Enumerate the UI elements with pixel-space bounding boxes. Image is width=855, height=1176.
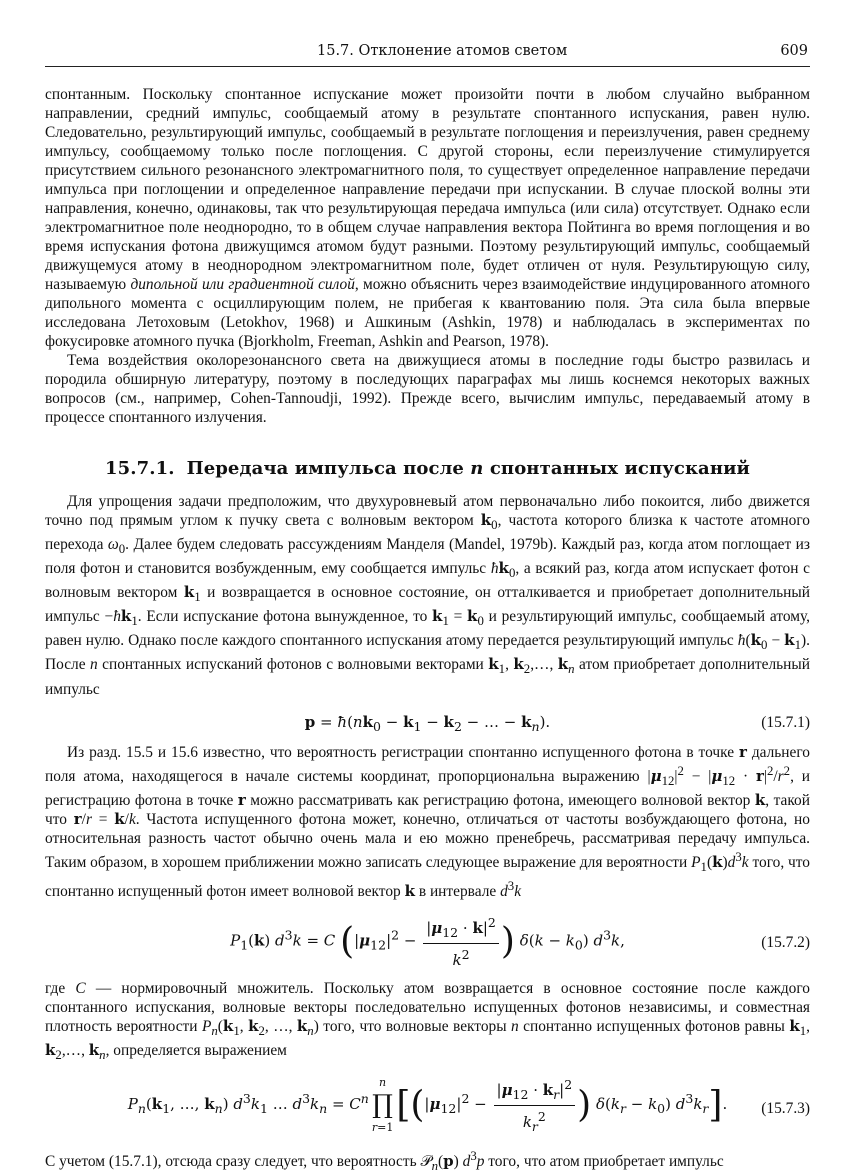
equation-15-7-2 [45,909,810,971]
paragraph-3: Для упрощения задачи предположим, что двухуровневый атом первоначально либо покоится, либо движется точно под прямым углом к пучку света с волновым вектором $k_0$, частота которого близка к частоте атомного перехода $\omega_0$. Далее будем следовать рассуждениям Манделя (Mandel, 1979b). Каждый раз, когда атом поглощает из поля фотон и становится возбужденным, ему сообщается импульс $ħk_0$, а всякий раз, когда атом испускает фотон с волновым вектором $k_1$ и возвращается в основное состояние, он отталкивается и приобретает дополнительный импульс $-ħk_1$. Если испускание фотона вынужденное, то $k_1 = k_0$ и результирующий импульс, сообщаемый атому, равен нулю. Однако после каждого спонтанного испускания атому передается результирующий импульс $ħ(k_0 - k_1)$. После n спонтанных испусканий фотонов с волновыми векторами $k_1$, $k_2,\dots$, $k_n$ атом приобретает дополнительный импульс [45,493,810,698]
equation-body: $P_1(k) d^3k = C$ ($|\mu_{12}|^2$ − $\frac{|\mu_{12} \cdot k|^2}{k^2}$ ) $\delta(k - k_0)$ $d^3k$, [230,915,625,970]
equation-body: $P_n(k_1$, …, $k_n$) $d^3k_1$ … $d^3k_n = C^nn$ ∏ $r=1[(|\mu_{12}|^2$ − $\frac{|\mu_{12} \cdot k_r|^2}{k_r^2}$ ) $\delta(k_r - k_0)$ $d^3k_r$]. [127,1076,728,1135]
paragraph-4: Из разд. 15.5 и 15.6 известно, что вероятность регистрации спонтанно испущенного фотона в точке r дальнего поля атома, находящегося в начале системы координат, пропорциональна выражению $|\mu_{12}|^2 - |\mu_{12} \cdot r|^2/r^2$, и регистрацию фотона в точке r можно рассматривать как регистрацию фотона, имеющего волновой вектор k, такой что r/r = k/k. Частота испущенного фотона может, конечно, отличаться от частоты возбуждающего фотона, но относительная разность частот обычно очень мала и ею можно пренебречь, рассматривая передачу импульса. Таким образом, в хорошем приближении можно записать следующее выражение для вероятности $P_1(k)d^3k$ того, что спонтанно испущенный фотон имеет волновой вектор k в интервале $d^3k$ [45,742,811,901]
equation-number: (15.7.2) [761,934,810,952]
page-body [45,85,810,1176]
paragraph-6: С учетом (15.7.1), отсюда сразу следует, что вероятность 𝒫$_n$(p) $d^3p$ того, что атом приобретает импульс [45,1149,724,1174]
equation-body: $p = ħ(nk_0 - k_1 - k_2$ − … − $k_n$). [304,712,551,734]
section-heading: 15.7.1. Передача импульса после n спонтанных испусканий [104,458,750,479]
italic-term: дипольной или градиентной силой [130,276,355,293]
paragraph-2: Тема воздействия околорезонансного света на движущиеся атомы в последние годы быстро развилась и породила обширную литературу, поэтому в последующих параграфах мы лишь коснемся некоторых важных вопросов (см., например, Cohen-Tannoudji, 1992). Прежде всего, вычислим импульс, передаваемый атому в процессе спонтанного излучения. [45,352,810,426]
equation-15-7-3 [45,1071,810,1141]
equation-number: (15.7.1) [761,713,810,731]
paragraph-1: спонтанным. Поскольку спонтанное испускание может произойти почти в любом случайно выбранном направлении, средний импульс, сообщаемый атому в результате спонтанного испускания, равен нулю. Следовательно, результирующий импульс, сообщаемый в результате поглощения и переизлучения, равен среднему импульсу, сообщаемому только после поглощения. С другой стороны, если переизлучение стимулируется присутствием сильного резонансного электромагнитного поля, то существует определенное направление передачи импульса при поглощении и определенное направление передачи при испускании. В случае плоской волны эти направления, конечно, одинаковы, так что результирующая передача импульса (или сила) отсутствует. Однако если электромагнитное поле неоднородно, то в общем случае направления вектора Пойтинга во время поглощения и во время испускания фотона движущимся атомом будут разными. Поэтому результирующий импульс, сообщаемый движущемуся атому в неоднородном электромагнитном поле, будет отличен от нуля. Результирующую силу, называемую дипольной или градиентной силой, можно объяснить через взаимодействие индуцированного атомного дипольного момента с осциллирующим полем, не прибегая к квантованию поля. Эта сила была впервые исследована Летоховым (Letokhov, 1968) и Ашкиным (Ashkin, 1978) и наблюдалась в экспериментах по фокусировке атомного пучка (Bjorkholm, Freeman, Ashkin and Pearson, 1978). [45,86,810,350]
page-number: 609 [780,43,808,59]
page-header [45,40,810,67]
equation-15-7-1 [45,705,810,739]
equation-number: (15.7.3) [761,1100,810,1118]
running-title: 15.7. Отклонение атомов светом [317,43,568,59]
paragraph-5: где C — нормировочный множитель. Поскольку атом возвращается в основное состояние после каждого спонтанного испускания, волновые векторы последовательно испущенных фотонов независимы, и совместная плотность вероятности $P_n(k_1$, $k_2$, …, $k_n$) того, что волновые векторы n спонтанно испущенных фотонов равны $k_1$, $k_2,\dots$, $k_n$, определяется выражением [45,980,811,1063]
